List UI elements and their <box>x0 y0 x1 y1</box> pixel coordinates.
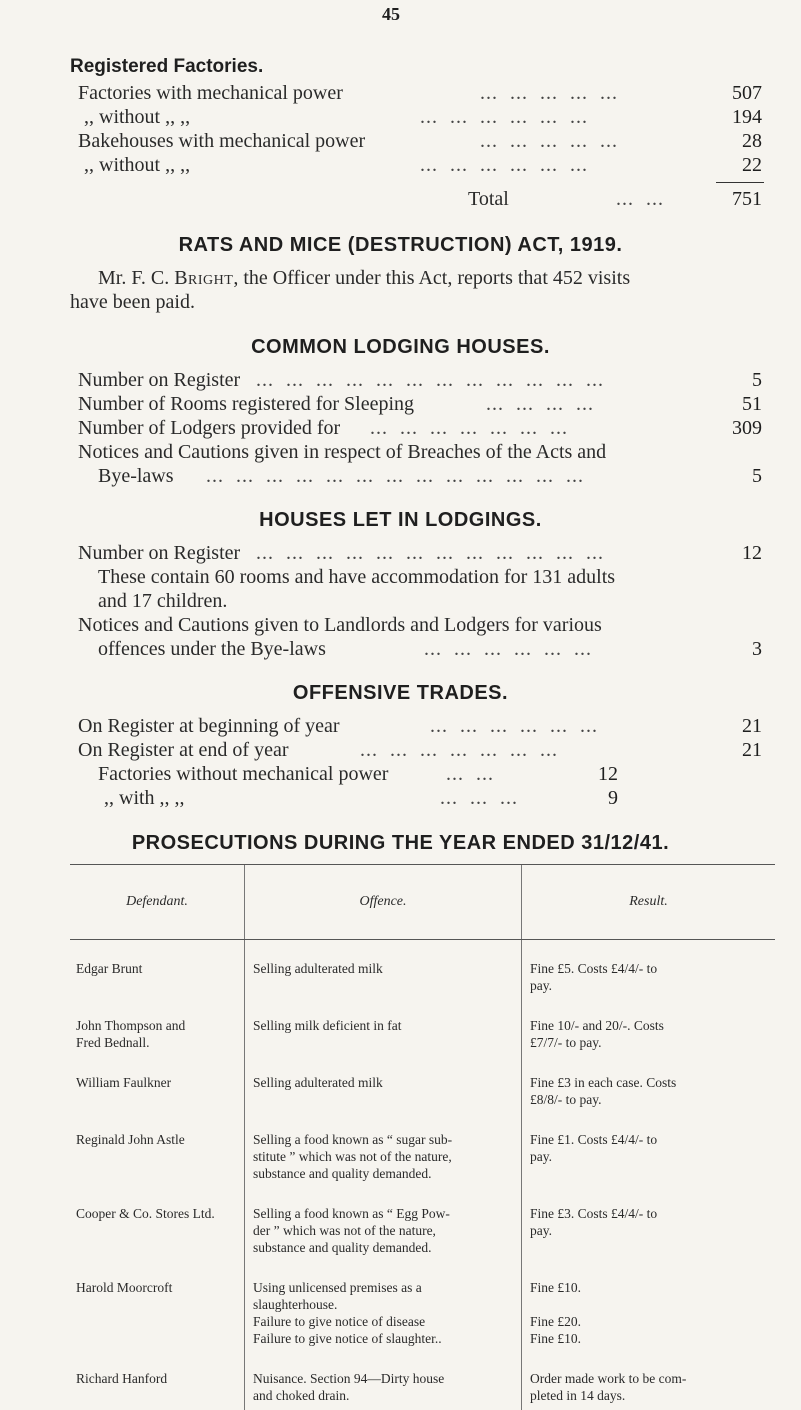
offensive-row-label: On Register at end of year <box>78 739 288 762</box>
houses-contain-line1: These contain 60 rooms and have accommodation for 131 adults <box>98 566 615 589</box>
result-line <box>530 1296 743 1313</box>
cell-offence <box>245 1114 522 1188</box>
cell-result <box>522 1114 776 1188</box>
leader-dots: ... ... ... ... ... ... ... ... ... ... ... ... ... <box>206 465 584 488</box>
column-header-offence: Offence. <box>245 865 522 940</box>
common-lodging-heading: COMMON LODGING HOUSES. <box>0 336 801 359</box>
table-row <box>70 1000 775 1057</box>
houses-notices-line2: offences under the Bye-laws <box>98 638 326 661</box>
offensive-sub-value: 9 <box>568 787 618 810</box>
offence-line: and choked drain. <box>253 1387 513 1404</box>
rats-mice-heading: RATS AND MICE (DESTRUCTION) ACT, 1919. <box>0 234 801 257</box>
table-row <box>70 940 775 1001</box>
offence-line: Failure to give notice of disease <box>253 1313 513 1330</box>
offensive-row-label: On Register at beginning of year <box>78 715 340 738</box>
leader-dots: ... ... ... ... ... ... <box>424 638 592 661</box>
cell-defendant <box>70 1188 245 1262</box>
offensive-sub-value: 12 <box>568 763 618 786</box>
cell-result <box>522 1262 776 1353</box>
cell-offence <box>245 1057 522 1114</box>
rats-mice-text-line2: have been paid. <box>70 291 195 314</box>
houses-notices-line1: Notices and Cautions given to Landlords and Lodgers for various <box>78 614 602 637</box>
offensive-trades-heading: OFFENSIVE TRADES. <box>0 682 801 705</box>
houses-contain-line2: and 17 children. <box>98 590 227 613</box>
lodging-notices-line2: Bye-laws <box>98 465 174 488</box>
offence-line: substance and quality demanded. <box>253 1239 513 1256</box>
houses-let-heading: HOUSES LET IN LODGINGS. <box>0 509 801 532</box>
factories-row-label: Bakehouses with mechanical power <box>78 130 365 153</box>
result-line: £8/8/- to pay. <box>530 1091 743 1108</box>
result-line: pay. <box>530 1222 743 1239</box>
cell-result <box>522 1057 776 1114</box>
table-row <box>70 1057 775 1114</box>
lodging-row-label: Number of Rooms registered for Sleeping <box>78 393 414 416</box>
factories-row-value: 194 <box>712 106 762 129</box>
lodging-row-value: 51 <box>712 393 762 416</box>
leader-dots: ... ... ... ... ... ... ... ... ... ... ... ... <box>256 369 604 392</box>
column-header-result: Result. <box>522 865 776 940</box>
offence-line: Selling adulterated milk <box>253 960 513 977</box>
lodging-row-value: 5 <box>712 369 762 392</box>
offensive-row-value: 21 <box>712 715 762 738</box>
offence-line: Nuisance. Section 94—Dirty house <box>253 1370 513 1387</box>
registered-factories-heading: Registered Factories. <box>70 56 263 78</box>
result-line: pay. <box>530 977 743 994</box>
result-line: Fine £3 in each case. Costs <box>530 1074 743 1091</box>
lodging-row-label: Number of Lodgers provided for <box>78 417 340 440</box>
defendant-line: William Faulkner <box>76 1074 236 1091</box>
defendant-line: John Thompson and <box>76 1017 236 1034</box>
cell-defendant <box>70 1057 245 1114</box>
lodging-notices-line1: Notices and Cautions given in respect of Breaches of the Acts and <box>78 441 606 464</box>
leader-dots: ... ... ... ... <box>486 393 594 416</box>
offence-line: stitute ” which was not of the nature, <box>253 1148 513 1165</box>
result-line: Fine £10. <box>530 1330 743 1347</box>
leader-dots: ... ... ... <box>440 787 518 810</box>
offence-line: slaughterhouse. <box>253 1296 513 1313</box>
result-line: £7/7/- to pay. <box>530 1034 743 1051</box>
offence-line: substance and quality demanded. <box>253 1165 513 1182</box>
rats-mice-text-after: , the Officer under this Act, reports that 452 visits <box>233 267 630 289</box>
leader-dots: ... ... ... ... ... ... ... <box>370 417 568 440</box>
officer-name: Bright <box>174 267 233 289</box>
leader-dots: ... ... <box>616 188 664 211</box>
cell-defendant <box>70 1114 245 1188</box>
rats-mice-text-before: Mr. F. C. <box>98 267 174 289</box>
factories-row-label: ,, without ,, ,, <box>84 154 190 177</box>
houses-register-value: 12 <box>712 542 762 565</box>
defendant-line: Reginald John Astle <box>76 1131 236 1148</box>
result-line: Fine £1. Costs £4/4/- to <box>530 1131 743 1148</box>
offensive-row-value: 21 <box>712 739 762 762</box>
lodging-row-value: 309 <box>712 417 762 440</box>
offence-line: Selling milk deficient in fat <box>253 1017 513 1034</box>
factories-row-label: ,, without ,, ,, <box>84 106 190 129</box>
result-line: Fine £10. <box>530 1279 743 1296</box>
cell-offence <box>245 1353 522 1410</box>
prosecutions-heading: PROSECUTIONS DURING THE YEAR ENDED 31/12/41. <box>0 832 801 855</box>
offence-line: Selling a food known as “ Egg Pow- <box>253 1205 513 1222</box>
defendant-line: Harold Moorcroft <box>76 1279 236 1296</box>
table-row <box>70 1262 775 1353</box>
lodging-row-label: Number on Register <box>78 369 240 392</box>
factories-row-value: 28 <box>712 130 762 153</box>
prosecutions-table <box>70 864 775 1410</box>
page-number: 45 <box>382 4 400 25</box>
offence-line: Selling adulterated milk <box>253 1074 513 1091</box>
leader-dots: ... ... ... ... ... ... ... <box>360 739 558 762</box>
lodging-notices-value: 5 <box>712 465 762 488</box>
factories-row-value: 22 <box>712 154 762 177</box>
cell-offence <box>245 1188 522 1262</box>
defendant-line: Edgar Brunt <box>76 960 236 977</box>
leader-dots: ... ... <box>446 763 494 786</box>
total-value: 751 <box>712 188 762 211</box>
cell-result <box>522 1000 776 1057</box>
table-header-row <box>70 865 775 940</box>
leader-dots: ... ... ... ... ... <box>480 130 618 153</box>
result-line: Fine £5. Costs £4/4/- to <box>530 960 743 977</box>
leader-dots: ... ... ... ... ... <box>480 82 618 105</box>
result-line: Fine £20. <box>530 1313 743 1330</box>
result-line: Order made work to be com- <box>530 1370 743 1387</box>
leader-dots: ... ... ... ... ... ... <box>420 154 588 177</box>
total-rule <box>716 182 764 183</box>
cell-result <box>522 1353 776 1410</box>
result-line: Fine 10/- and 20/-. Costs <box>530 1017 743 1034</box>
cell-offence <box>245 1262 522 1353</box>
cell-result <box>522 940 776 1001</box>
result-line: pay. <box>530 1148 743 1165</box>
factories-row-value: 507 <box>712 82 762 105</box>
offence-line: der ” which was not of the nature, <box>253 1222 513 1239</box>
defendant-line: Fred Bednall. <box>76 1034 236 1051</box>
offence-line: Failure to give notice of slaughter.. <box>253 1330 513 1347</box>
result-line: Fine £3. Costs £4/4/- to <box>530 1205 743 1222</box>
rats-mice-text <box>98 267 630 290</box>
defendant-line: Richard Hanford <box>76 1370 236 1387</box>
cell-result <box>522 1188 776 1262</box>
houses-notices-value: 3 <box>712 638 762 661</box>
cell-defendant <box>70 940 245 1001</box>
cell-defendant <box>70 1353 245 1410</box>
table-row <box>70 1114 775 1188</box>
cell-offence <box>245 1000 522 1057</box>
column-header-defendant: Defendant. <box>70 865 245 940</box>
offensive-sub-label: Factories without mechanical power <box>98 763 388 786</box>
offensive-sub-label: ,, with ,, ,, <box>104 787 185 810</box>
cell-defendant <box>70 1262 245 1353</box>
leader-dots: ... ... ... ... ... ... ... ... ... ... ... ... <box>256 542 604 565</box>
leader-dots: ... ... ... ... ... ... <box>420 106 588 129</box>
factories-row-label: Factories with mechanical power <box>78 82 343 105</box>
offence-line: Using unlicensed premises as a <box>253 1279 513 1296</box>
houses-register-label: Number on Register <box>78 542 240 565</box>
defendant-line: Cooper & Co. Stores Ltd. <box>76 1205 236 1222</box>
prosecutions-body <box>70 940 775 1410</box>
table-row <box>70 1188 775 1262</box>
cell-offence <box>245 940 522 1001</box>
result-line: pleted in 14 days. <box>530 1387 743 1404</box>
table-row <box>70 1353 775 1410</box>
total-label: Total <box>468 188 509 211</box>
leader-dots: ... ... ... ... ... ... <box>430 715 598 738</box>
offence-line: Selling a food known as “ sugar sub- <box>253 1131 513 1148</box>
cell-defendant <box>70 1000 245 1057</box>
